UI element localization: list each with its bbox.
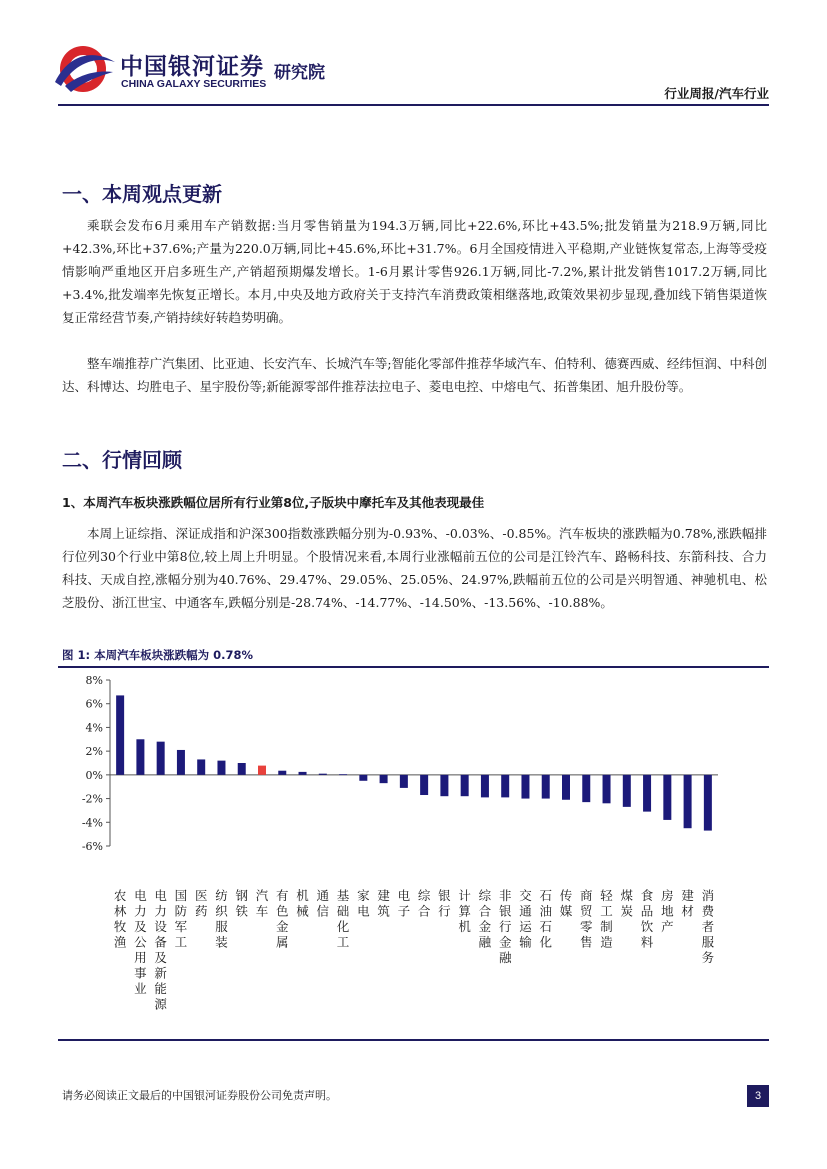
- x-category-label-char: 务: [701, 950, 715, 965]
- bar-3: [177, 750, 185, 775]
- x-category-label-char: 服: [215, 919, 228, 934]
- bar-5: [217, 761, 225, 775]
- bar-14: [400, 775, 408, 788]
- x-category-label-char: 油: [539, 903, 552, 919]
- x-category-label-char: 银: [438, 888, 451, 903]
- bar-19: [501, 775, 509, 798]
- paragraph-market-review: 本周上证综指、深证成指和沪深300指数涨跌幅分别为-0.93%、-0.03%、-0.85%。汽车板块的涨跌幅为0.78%,涨跌幅排行位列30个行业中第8位,较上周上升明显。个股情况来看,本周行业涨幅前五位的公司是江铃汽车、路畅科技、东箭科技、合力科技、天成自控,涨幅分别为40.76%、29.47%、29.05%、25.05%、24.97%,跌幅前五位的公司是兴明智通、神驰机电、松芝股份、浙江世宝、中通客车,跌幅分别是-28.74%、-14.77%、-14.50%、-13.56%、-10.88%。: [62, 526, 767, 610]
- bar-22: [562, 775, 570, 800]
- paragraph-sales-data: 乘联会发布6月乘用车产销数据:当月零售销量为194.3万辆,同比+22.6%,环比+43.5%;批发销量为218.9万辆,同比+42.3%,环比+37.6%;产量为220.0万辆,同比+45.6%,环比+31.7%。6月全国疫情进入平稳期,产业链恢复常态,上海等受疫情影响严重地区开启多班生产,产销超预期爆发增长。1-6月累计零售926.1万辆,同比-7.2%,累计批发销售1017.2万辆,同比+3.4%,批发端率先恢复正增长。本月,中央及地方政府关于支持汽车消费政策相继落地,政策效果初步显现,叠加线下销售渠道恢复正常经营节奏,产销持续好转趋势明确。: [62, 218, 767, 325]
- bar-0: [116, 695, 124, 774]
- subsection-heading: 1、本周汽车板块涨跌幅位居所有行业第8位,子版块中摩托车及其他表现最佳: [62, 495, 485, 510]
- x-category-label-char: 煤: [620, 888, 634, 903]
- section-heading-viewpoint: 一、本周观点更新: [62, 182, 222, 206]
- x-category-label-char: 金: [498, 934, 512, 950]
- report-category-tag: 行业周报/汽车行业: [664, 86, 769, 101]
- x-category-label-char: 机: [296, 888, 309, 903]
- galaxy-logo-icon: [55, 42, 115, 94]
- footer-disclaimer: 请务必阅读正文最后的中国银河证券股份公司免责声明。: [62, 1089, 337, 1102]
- bar-11: [339, 774, 347, 775]
- x-category-label-char: 运: [519, 919, 532, 934]
- bar-23: [582, 775, 590, 802]
- x-category-label-char: 地: [661, 903, 674, 919]
- bar-24: [603, 775, 611, 803]
- x-category-label-char: 车: [255, 903, 269, 919]
- x-category-label-char: 者: [701, 919, 715, 934]
- x-category-label-char: 贸: [580, 903, 593, 919]
- x-category-label-char: 装: [215, 934, 228, 950]
- y-tick-label: -6%: [81, 840, 103, 853]
- x-category-label-char: 力: [154, 903, 167, 919]
- bar-21: [542, 775, 550, 799]
- x-category-label-char: 础: [336, 903, 350, 919]
- x-category-label-char: 医: [194, 888, 208, 903]
- bar-29: [704, 775, 712, 831]
- x-category-label-char: 电: [134, 888, 147, 903]
- x-category-label-char: 通: [316, 888, 330, 903]
- x-category-label-char: 电: [357, 903, 370, 919]
- bar-16: [440, 775, 448, 796]
- x-category-label-char: 银: [498, 903, 512, 919]
- x-category-label-char: 化: [539, 934, 552, 950]
- x-category-label-char: 综: [417, 888, 431, 903]
- x-category-label-char: 力: [134, 903, 147, 919]
- x-category-label-char: 饮: [640, 919, 654, 934]
- bar-9: [299, 772, 307, 775]
- x-category-label-char: 牧: [113, 919, 127, 934]
- x-category-label-char: 农: [113, 888, 127, 903]
- x-category-label-char: 行: [438, 903, 451, 919]
- x-category-label-char: 子: [397, 903, 411, 919]
- x-category-label-char: 服: [701, 934, 715, 950]
- x-category-label-char: 合: [478, 903, 492, 919]
- paragraph-recommendations: 整车端推荐广汽集团、比亚迪、长安汽车、长城汽车等;智能化零部件推荐华域汽车、伯特利、德赛西威、经纬恒润、中科创达、科博达、均胜电子、星宇股份等;新能源零部件推荐法拉电子、菱电电控、中熔电气、拓普集团、旭升股份等。: [62, 356, 767, 394]
- bar-6: [238, 763, 246, 775]
- x-category-label-char: 金: [276, 919, 289, 934]
- x-category-label-char: 合: [417, 903, 431, 919]
- x-category-label-char: 军: [174, 919, 188, 934]
- bar-20: [521, 775, 529, 799]
- brand-name-cn: 中国银河证券: [120, 54, 264, 80]
- brand-institute: 研究院: [274, 63, 325, 83]
- x-category-label-char: 费: [701, 903, 715, 919]
- page-number: 3: [747, 1085, 769, 1107]
- bar-8: [278, 771, 286, 775]
- x-category-label-char: 品: [640, 903, 654, 919]
- x-category-label-char: 商: [580, 888, 593, 903]
- y-tick-label: -4%: [81, 816, 103, 830]
- y-tick-label: 0%: [85, 768, 103, 782]
- x-category-label-char: 房: [661, 888, 674, 903]
- x-category-label-char: 造: [600, 934, 613, 950]
- x-category-label-char: 电: [397, 888, 411, 903]
- x-category-label-char: 计: [458, 888, 471, 903]
- x-category-label-char: 钢: [235, 888, 248, 903]
- bar-4: [197, 759, 205, 774]
- x-category-label-char: 及: [134, 919, 147, 934]
- x-category-label-char: 融: [478, 934, 492, 950]
- x-category-label-char: 械: [296, 903, 309, 919]
- x-category-label-char: 传: [559, 888, 573, 903]
- bar-17: [461, 775, 469, 796]
- x-category-label-char: 输: [519, 934, 532, 950]
- x-category-label-char: 交: [519, 888, 532, 903]
- x-category-label-char: 林: [113, 903, 127, 919]
- x-category-label-char: 料: [640, 934, 654, 950]
- bar-18: [481, 775, 489, 798]
- x-category-label-char: 售: [580, 934, 593, 950]
- bar-27: [663, 775, 671, 820]
- bar-15: [420, 775, 428, 795]
- x-category-label-char: 炭: [620, 903, 634, 919]
- x-category-label-char: 机: [458, 919, 471, 934]
- bar-13: [380, 775, 388, 783]
- x-category-label-char: 防: [174, 903, 188, 919]
- x-category-label-char: 及: [154, 950, 167, 965]
- x-category-label-char: 药: [194, 903, 208, 919]
- x-category-label-char: 石: [539, 888, 552, 903]
- x-category-label-char: 业: [134, 981, 147, 996]
- x-category-label-char: 色: [276, 903, 289, 919]
- brand-name-en: CHINA GALAXY SECURITIES: [121, 78, 267, 90]
- x-category-label-char: 属: [276, 934, 289, 950]
- x-category-label-char: 能: [154, 981, 167, 996]
- bar-26: [643, 775, 651, 812]
- x-category-label-char: 备: [154, 934, 167, 950]
- x-category-label-char: 制: [600, 919, 613, 934]
- x-category-label-char: 石: [539, 919, 552, 934]
- x-category-label-char: 融: [498, 950, 512, 965]
- bar-7: [258, 766, 266, 775]
- figure-title: 图 1: 本周汽车板块涨跌幅为 0.78%: [62, 648, 254, 662]
- x-category-label-char: 消: [701, 888, 715, 903]
- bar-10: [319, 774, 327, 775]
- x-category-label-char: 家: [357, 888, 370, 903]
- x-category-label-char: 源: [154, 996, 167, 1012]
- x-category-label-char: 铁: [235, 903, 248, 919]
- x-category-label-char: 筑: [377, 903, 390, 919]
- y-tick-label: 4%: [85, 721, 103, 735]
- bar-12: [359, 775, 367, 781]
- x-category-label-char: 轻: [600, 888, 613, 903]
- figure-bottom-divider: [58, 1039, 769, 1041]
- x-category-label-char: 非: [498, 888, 512, 903]
- x-category-label-char: 零: [580, 919, 593, 934]
- industry-return-bar-chart: [58, 668, 769, 1038]
- x-category-label-char: 纺: [215, 888, 228, 903]
- x-category-label-char: 织: [215, 903, 228, 919]
- x-category-label-char: 国: [174, 888, 188, 903]
- bar-1: [136, 739, 144, 775]
- y-tick-label: 2%: [85, 745, 103, 759]
- x-category-label-char: 材: [681, 903, 694, 919]
- x-category-label-char: 设: [154, 919, 167, 934]
- header-divider: [58, 104, 769, 106]
- x-category-label-char: 建: [681, 888, 694, 903]
- x-category-label-char: 行: [498, 919, 512, 934]
- x-category-label-char: 公: [134, 934, 147, 950]
- x-category-label-char: 事: [134, 965, 147, 981]
- x-category-label-char: 通: [519, 903, 532, 919]
- x-category-label-char: 建: [377, 888, 390, 903]
- x-category-label-char: 算: [458, 903, 471, 919]
- x-category-label-char: 工: [336, 934, 350, 950]
- x-category-label-char: 综: [478, 888, 492, 903]
- x-category-label-char: 食: [640, 888, 654, 903]
- x-category-label-char: 用: [134, 950, 147, 965]
- x-category-label-char: 汽: [255, 888, 269, 903]
- x-category-label-char: 化: [336, 919, 350, 934]
- x-category-label-char: 新: [154, 965, 167, 981]
- y-tick-label: 8%: [85, 674, 103, 687]
- x-category-label-char: 媒: [559, 903, 573, 919]
- x-category-label-char: 信: [316, 903, 330, 919]
- y-tick-label: 6%: [85, 697, 103, 711]
- bar-2: [157, 742, 165, 775]
- x-category-label-char: 工: [174, 934, 188, 950]
- x-category-label-char: 工: [600, 903, 613, 919]
- x-category-label-char: 产: [661, 919, 674, 934]
- x-category-label-char: 渔: [113, 934, 127, 950]
- bar-28: [684, 775, 692, 828]
- y-tick-label: -2%: [81, 792, 103, 806]
- bar-25: [623, 775, 631, 807]
- x-category-label-char: 金: [478, 919, 492, 934]
- section-heading-market-review: 二、行情回顾: [62, 448, 182, 472]
- x-category-label-char: 有: [276, 888, 289, 903]
- x-category-label-char: 电: [154, 888, 167, 903]
- x-category-label-char: 基: [336, 888, 350, 903]
